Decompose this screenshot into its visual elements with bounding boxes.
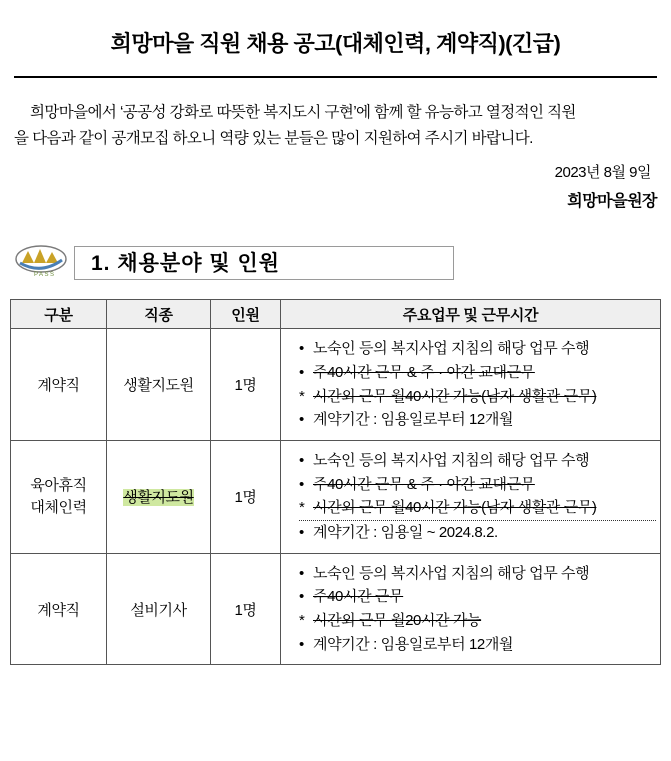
duty-item <box>299 337 656 361</box>
svg-text:PASS: PASS <box>34 272 56 279</box>
table-header-row <box>11 300 661 329</box>
section-heading <box>10 243 661 283</box>
duty-item <box>299 585 656 609</box>
cell-job: 설비기사 <box>107 553 211 665</box>
bullet-marker: • <box>299 588 304 606</box>
bullet-marker: • <box>299 340 304 358</box>
duty-text: 노숙인 등의 복지사업 지침의 해당 업무 수행 <box>313 451 590 469</box>
duty-text: 주40시간 근무 & 주 · 야간 교대근무 <box>313 475 535 493</box>
title-divider <box>14 76 657 78</box>
cell-gubun-line1: 육아휴직 <box>30 477 87 494</box>
column-header-job: 직종 <box>107 300 211 329</box>
duty-item <box>299 408 656 432</box>
table-row <box>11 329 661 441</box>
duty-item <box>299 449 656 473</box>
duty-text: 계약기간 : 임용일로부터 12개월 <box>313 411 514 429</box>
bullet-marker: • <box>299 635 304 653</box>
bullet-marker: • <box>299 363 304 381</box>
bullet-marker: • <box>299 523 304 541</box>
duty-item <box>299 361 656 385</box>
duty-text: 노숙인 등의 복지사업 지침의 해당 업무 수행 <box>313 564 590 582</box>
cell-job: 생활지도원 <box>107 329 211 441</box>
duty-text: 계약기간 : 임용일 ~ 2024.8.2. <box>313 523 498 541</box>
bullet-marker: * <box>299 499 305 517</box>
intro-line-2: 을 다음과 같이 공개모집 하오니 역량 있는 분들은 많이 지원하여 주시기 바랍니다. <box>14 129 533 147</box>
cell-duties <box>281 440 661 553</box>
cell-gubun-line2: 대체인력 <box>30 498 87 516</box>
bullet-marker: • <box>299 411 304 429</box>
duty-item <box>299 473 656 497</box>
duty-text: 시간외 근무 월20시간 가능 <box>313 612 482 629</box>
cell-gubun <box>11 440 107 553</box>
duty-text: 주40시간 근무 <box>313 588 404 606</box>
intro-paragraph <box>10 100 661 151</box>
duty-item <box>299 633 656 657</box>
bullet-marker: • <box>299 451 304 469</box>
duty-text: 노숙인 등의 복지사업 지침의 해당 업무 수행 <box>313 340 590 358</box>
cell-gubun: 계약직 <box>11 553 107 665</box>
duty-item <box>299 385 656 409</box>
page-title: 희망마을 직원 채용 공고(대체인력, 계약직)(긴급) <box>110 31 561 56</box>
column-header-count: 인원 <box>211 300 281 329</box>
cell-job <box>107 440 211 553</box>
cell-duties <box>281 553 661 665</box>
organization-logo-icon <box>14 243 70 283</box>
duty-text: 주40시간 근무 & 주 · 야간 교대근무 <box>313 363 535 381</box>
column-header-duties: 주요업무 및 근무시간 <box>281 300 661 329</box>
duty-text: 계약기간 : 임용일로부터 12개월 <box>313 635 514 653</box>
bullet-marker: * <box>299 387 305 405</box>
duty-item <box>299 562 656 586</box>
duty-item <box>299 609 656 633</box>
cell-count: 1명 <box>211 440 281 553</box>
duty-text: 시간외 근무 월40시간 가능(남자 생활관 근무) <box>313 387 597 405</box>
notice-date: 2023년 8월 9일 <box>554 164 651 182</box>
duty-item <box>299 496 656 521</box>
duty-item <box>299 521 656 545</box>
duty-text: 시간외 근무 월40시간 가능(남자 생활관 근무) <box>313 499 597 517</box>
cell-count: 1명 <box>211 329 281 441</box>
bullet-marker: • <box>299 564 304 582</box>
intro-line-1: 희망마을에서 ‘공공성 강화로 따뜻한 복지도시 구현’에 함께 할 유능하고 열정적인 직원 <box>30 104 576 121</box>
cell-gubun: 계약직 <box>11 329 107 441</box>
cell-job-highlighted: 생활지도원 <box>123 489 194 507</box>
bullet-marker: * <box>299 612 305 629</box>
bullet-marker: • <box>299 475 304 493</box>
cell-count: 1명 <box>211 553 281 665</box>
document-page <box>0 27 671 761</box>
signature: 희망마을원장 <box>567 193 657 211</box>
cell-duties <box>281 329 661 441</box>
section-title: 1. 채용분야 및 인원 <box>74 246 454 280</box>
table-row <box>11 440 661 553</box>
recruitment-table <box>10 299 661 665</box>
table-row <box>11 553 661 665</box>
column-header-gubun: 구분 <box>11 300 107 329</box>
